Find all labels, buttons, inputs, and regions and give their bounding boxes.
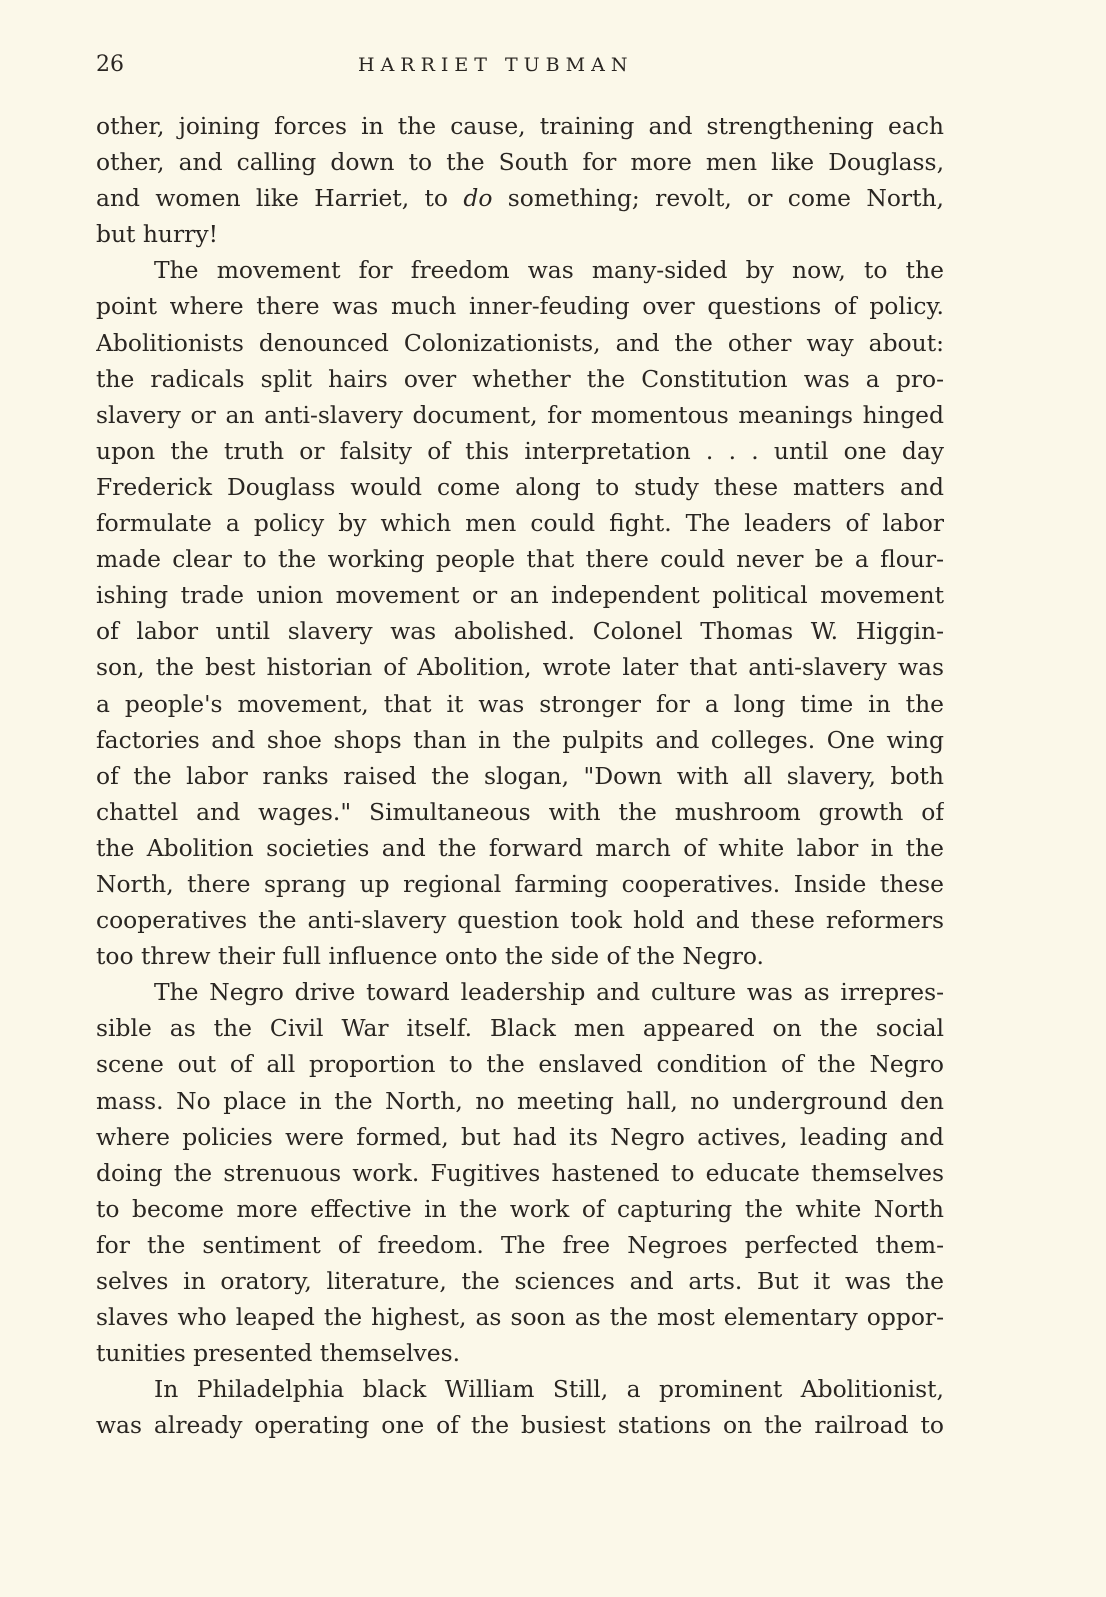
text-line: too threw their full influence onto the side of the Negro. xyxy=(96,942,764,971)
text-line: the Abolition societies and the forward march of white labor in the xyxy=(96,833,944,862)
text-line: cooperatives the anti-slavery question took hold and these reformers xyxy=(96,906,944,935)
text-line: upon the truth or falsity of this interpretation . . . until one day xyxy=(96,436,944,465)
text-line: to become more effective in the work of capturing the white North xyxy=(96,1194,944,1223)
text-line: The movement for freedom was many-sided by now, to the xyxy=(154,256,944,285)
text-line: of labor until slavery was abolished. Colonel Thomas W. Higgin- xyxy=(96,617,944,646)
text-line: doing the strenuous work. Fugitives hastened to educate themselves xyxy=(96,1158,944,1187)
text-line: other, joining forces in the cause, training and strengthening each xyxy=(96,112,944,140)
text-line: a people's movement, that it was stronger for a long time in the xyxy=(96,689,944,718)
text-line: selves in oratory, literature, the sciences and arts. But it was the xyxy=(96,1267,944,1295)
text-line: Frederick Douglass would come along to study these matters and xyxy=(96,472,944,501)
text-line: scene out of all proportion to the enslaved condition of the Negro xyxy=(96,1050,944,1079)
text-line: tunities presented themselves. xyxy=(96,1339,461,1368)
text-line: mass. No place in the North, no meeting hall, no underground den xyxy=(96,1086,944,1115)
body-text xyxy=(96,108,944,1443)
text-line: where policies were formed, but had its Negro actives, leading and xyxy=(96,1122,944,1151)
text-line: for the sentiment of freedom. The free Negroes perfected them- xyxy=(96,1230,944,1259)
text-line: was already operating one of the busiest stations on the railroad to xyxy=(96,1411,944,1440)
text-line: formulate a policy by which men could fight. The leaders of labor xyxy=(96,509,944,538)
text-line: chattel and wages." Simultaneous with the mushroom growth of xyxy=(96,797,944,826)
text-line: factories and shoe shops than in the pulpits and colleges. One wing xyxy=(96,725,944,754)
page-number: 26 xyxy=(96,52,124,77)
page-header xyxy=(96,50,946,80)
text-line: of the labor ranks raised the slogan, "Down with all slavery, both xyxy=(96,761,944,790)
text-line: The Negro drive toward leadership and culture was as irrepres- xyxy=(154,978,944,1007)
text-line: Abolitionists denounced Colonizationists, and the other way about: xyxy=(96,328,944,357)
text-line: and women like Harriet, to do something; revolt, or come North, xyxy=(96,184,944,213)
text-line: North, there sprang up regional farming cooperatives. Inside these xyxy=(96,869,944,898)
text-line: but hurry! xyxy=(96,220,218,249)
running-head: HARRIET TUBMAN xyxy=(358,54,634,76)
text-line: sible as the Civil War itself. Black men appeared on the social xyxy=(96,1014,944,1043)
text-line: made clear to the working people that there could never be a flour- xyxy=(96,545,944,574)
text-line: In Philadelphia black William Still, a prominent Abolitionist, xyxy=(154,1375,944,1404)
text-line: other, and calling down to the South for more men like Douglass, xyxy=(96,148,944,177)
text-line: son, the best historian of Abolition, wrote later that anti-slavery was xyxy=(96,653,944,682)
text-line: ishing trade union movement or an independent political movement xyxy=(96,581,944,610)
text-line: slaves who leaped the highest, as soon as the most elementary oppor- xyxy=(96,1303,944,1332)
text-line: the radicals split hairs over whether the Constitution was a pro- xyxy=(96,364,944,393)
text-line: slavery or an anti-slavery document, for momentous meanings hinged xyxy=(96,400,944,429)
text-line: point where there was much inner-feuding over questions of policy. xyxy=(96,292,944,321)
